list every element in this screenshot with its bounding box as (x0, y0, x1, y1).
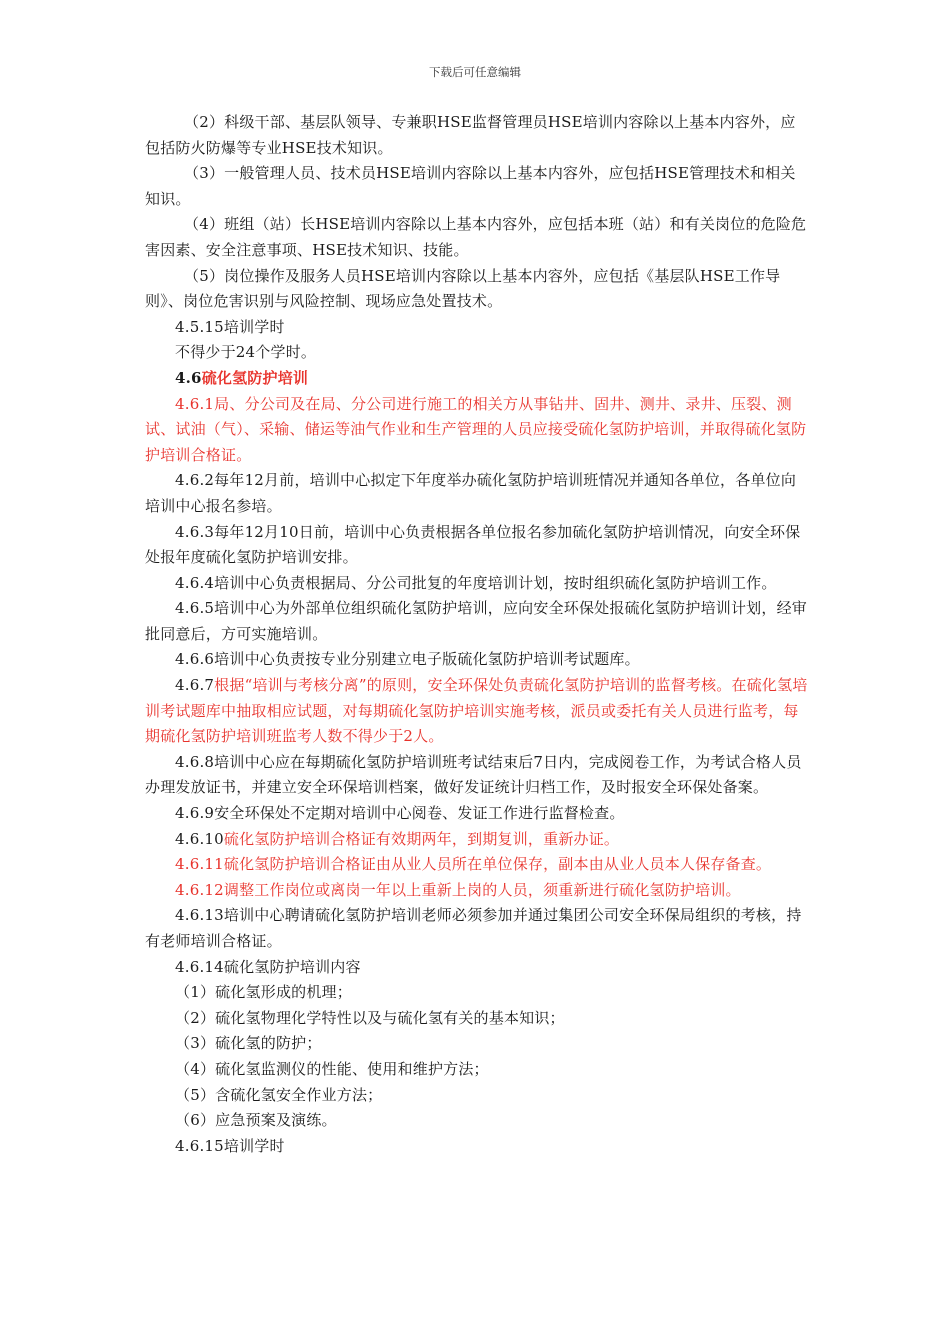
clause-paragraph (145, 673, 810, 750)
clause-paragraph: 4.6.12调整工作岗位或离岗一年以上重新上岗的人员，须重新进行硫化氢防护培训。 (175, 880, 741, 899)
clause-paragraph: 4.6.4培训中心负责根据局、分公司批复的年度培训计划，按时组织硫化氢防护培训工作。 (175, 573, 777, 592)
clause-paragraph: 4.6.13培训中心聘请硫化氢防护培训老师必须参加并通过集团公司安全环保局组织的考核，持有老师培训合格证。 (145, 906, 802, 950)
clause-paragraph: 4.6.1局、分公司及在局、分公司进行施工的相关方从事钻井、固井、测井、录井、压裂、测试、试油（气）、采输、储运等油气作业和生产管理的人员应接受硫化氢防护培训，并取得硫化氢防护培训合格证。 (145, 394, 807, 464)
content-list-item: （4）硫化氢监测仪的性能、使用和维护方法； (175, 1059, 489, 1078)
section-heading (145, 366, 810, 392)
section-number: 4.6 (175, 368, 202, 387)
clause-paragraph (145, 827, 810, 853)
content-list-item: （5）含硫化氢安全作业方法； (175, 1085, 383, 1104)
content-list-item: （2）硫化氢物理化学特性以及与硫化氢有关的基本知识； (175, 1008, 565, 1027)
clause-paragraph: 4.6.15培训学时 (175, 1136, 285, 1155)
clause-paragraph: （2）科级干部、基层队领导、专兼职HSE监督管理员HSE培训内容除以上基本内容外，应包括防火防爆等专业HSE技术知识。 (145, 113, 796, 157)
clause-text: 根据“培训与考核分离”的原则，安全环保处负责硫化氢防护培训的监督考核。在硫化氢培训考试题库中抽取相应试题，对每期硫化氢防护培训实施考核，派员或委托有关人员进行监考，每期硫化氢防护培训班监考人数不得少于2人。 (145, 676, 808, 746)
content-list-item: （1）硫化氢形成的机理； (175, 983, 352, 1002)
clause-paragraph: 4.6.5培训中心为外部单位组织硫化氢防护培训，应向安全环保处报硫化氢防护培训计划，经审批同意后，方可实施培训。 (145, 599, 807, 643)
content-list-item: （3）硫化氢的防护； (175, 1034, 322, 1053)
clause-paragraph: 4.6.8培训中心应在每期硫化氢防护培训班考试结束后7日内，完成阅卷工作，为考试合格人员办理发放证书，并建立安全环保培训档案，做好发证统计归档工作，及时报安全环保处备案。 (145, 752, 802, 797)
page-header: 下载后可任意编辑 (429, 65, 521, 79)
content-list-item: （6）应急预案及演练。 (175, 1111, 337, 1130)
clause-paragraph: 4.6.3每年12月10日前，培训中心负责根据各单位报名参加硫化氢防护培训情况，向安全环保处报年度硫化氢防护培训安排。 (145, 522, 801, 567)
clause-paragraph: 4.6.14硫化氢防护培训内容 (175, 957, 361, 976)
clause-paragraph: 4.6.2每年12月前，培训中心拟定下年度举办硫化氢防护培训班情况并通知各单位，各单位向培训中心报名参培。 (145, 471, 797, 515)
clause-paragraph: 4.5.15培训学时 (175, 317, 285, 336)
clause-paragraph: 不得少于24个学时。 (175, 343, 317, 362)
clause-paragraph: 4.6.6培训中心负责按专业分别建立电子版硫化氢防护培训考试题库。 (175, 650, 640, 669)
clause-number: 4.6.10 (175, 829, 224, 848)
clause-paragraph: 4.6.11硫化氢防护培训合格证由从业人员所在单位保存，副本由从业人员本人保存备查。 (175, 855, 772, 874)
section-title: 硫化氢防护培训 (201, 368, 309, 387)
clause-paragraph: （4）班组（站）长HSE培训内容除以上基本内容外，应包括本班（站）和有关岗位的危险危害因素、安全注意事项、HSE技术知识、技能。 (145, 215, 807, 259)
clause-number: 4.6.7 (175, 676, 215, 695)
clause-paragraph: 4.6.9安全环保处不定期对培训中心阅卷、发证工作进行监督检查。 (175, 804, 625, 823)
clause-paragraph: （3）一般管理人员、技术员HSE培训内容除以上基本内容外，应包括HSE管理技术和相关知识。 (145, 164, 796, 208)
document-body (145, 110, 810, 1159)
clause-paragraph: （5）岗位操作及服务人员HSE培训内容除以上基本内容外，应包括《基层队HSE工作导则》、岗位危害识别与风险控制、现场应急处置技术。 (145, 266, 781, 311)
clause-text: 硫化氢防护培训合格证有效期两年，到期复训，重新办证。 (223, 829, 620, 848)
